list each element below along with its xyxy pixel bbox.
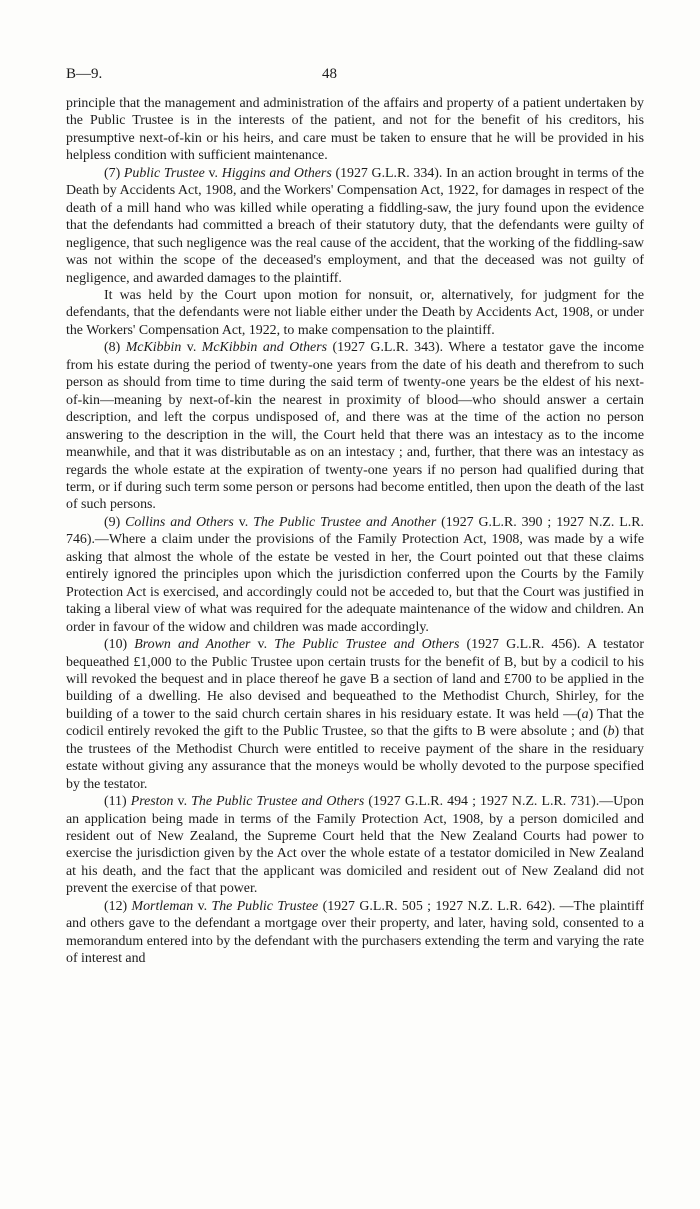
paragraph-text: (1927 G.L.R. 334). In an action brought in terms of the Death by Accidents Act, 1908, and the Workers' Compensation Act, 1922, for damages in respect of the death of a mill hand who was killed while operating a fiddling-saw, the jury found upon the evidence that the defendants had committed a breach of their statutory duty, that the defendants were guilty of negligence, that such negligence was the real cause of the accident, that the working of the fiddling-saw was not within the scope of the deceased's employment, and that the deceased was not guilty of negligence, and awarded damages to the plaintiff.: [66, 165, 645, 286]
paragraph: [66, 636, 644, 793]
paragraph-text: v.: [204, 165, 222, 181]
paragraph: [66, 95, 644, 165]
paragraph-text: (1927 G.L.R. 505 ; 1927 N.Z. L.R. 642). —The plaintiff and others gave to the defendant a mortgage over their property, and later, having sold, consented to a memorandum entered into by the defendant with the purchasers extending the term and varying the rate of interest and: [66, 898, 644, 967]
paragraph: [66, 165, 644, 287]
page-number: 48: [322, 66, 337, 82]
report-code: B—9.: [66, 66, 103, 82]
paragraph-text: (7): [104, 165, 124, 181]
case-name-text: Mortleman: [131, 898, 194, 914]
paragraph-text: (1927 G.L.R. 456). A testator bequeathed £1,000 to the Public Trustee upon certain trusts for the benefit of B, but by a codicil to his will revoked the bequest and in place thereof he gave B a section of land and £700 to be applied in the building of a dwelling. He also devised and bequeathed to the Methodist Church, Shirley, for the building of a tower to the said church certain shares in his residuary estate. It was held —(: [66, 637, 644, 722]
paragraph: [66, 898, 644, 968]
document-body: [66, 95, 644, 968]
paragraph-text: ) That the codicil entirely revoked the gift to the Public Trustee, so that the gifts to B were absolute ; and (: [66, 706, 644, 740]
paragraph-text: (9): [104, 514, 126, 530]
case-name-text: McKibbin: [125, 340, 182, 356]
paragraph-text: (1927 G.L.R. 494 ; 1927 N.Z. L.R. 731).—Upon an application being made in terms of the Family Protection Act, 1908, by a person domiciled and resident out of New Zealand, the Supreme Court held that the New Zealand Courts had power to exercise the jurisdiction given by the Act over the whole estate of a testator domiciled in New Zealand at his death, and the fact that the applicant was domiciled and resident out of New Zealand did not prevent the exercise of that power.: [66, 794, 644, 897]
page-header: [66, 66, 650, 86]
paragraph: [66, 339, 644, 514]
case-name-text: Preston: [130, 794, 174, 810]
case-name-text: The Public Trustee: [211, 898, 319, 914]
case-name-text: Brown and Another: [134, 637, 251, 653]
paragraph-text: v.: [250, 637, 275, 653]
paragraph-text: (12): [104, 898, 132, 914]
paragraph-text: (1927 G.L.R. 343). Where a testator gave the income from his estate during the period of twenty-one years from the date of his death and therefrom to such person as should from time to time during the said term of twenty-one years be the eldest of his next-of-kin—meaning by next-of-kin the nearest in proximity of blood—who should answer a certain description, and left the corpus undisposed of, and there was at the time of the action no person answering to the description in the will, the Court held that there was an intestacy as to the income meanwhile, and that it was distributable as on an intestacy ; and, further, that there was an intestacy as regards the whole estate at the expiration of twenty-one years if no person had qualified during that term, or if during such term some person or persons had become entitled, then upon the death of the last of such persons.: [66, 340, 644, 513]
case-name-text: Higgins and Others: [221, 165, 332, 181]
paragraph-text: ) that the trustees of the Methodist Church were entitled to receive payment of the share in the residuary estate without giving any assurance that the moneys would be wholly devoted to the purpose specified by the testator.: [66, 724, 644, 792]
case-name-text: Collins and Others: [125, 514, 234, 530]
case-name-text: The Public Trustee and Another: [253, 514, 437, 530]
paragraph-text: v.: [233, 514, 254, 530]
case-name-text: The Public Trustee and Others: [191, 794, 365, 810]
paragraph: [66, 793, 644, 898]
paragraph-text: v.: [193, 898, 212, 914]
case-name-text: a: [581, 706, 589, 722]
paragraph-text: (1927 G.L.R. 390 ; 1927 N.Z. L.R. 746).—Where a claim under the provisions of the Family Protection Act, 1908, was made by a wife asking that almost the whole of the estate be vested in her, the Court pointed out that these claims entirely ignored the principles upon which the jurisdiction conferred upon the Courts by the Family Protection Act is exercised, and accordingly could not be acceded to, but that the Court was justified in taking a liberal view of what was required for the adequate maintenance of the widow and children. An order in favour of the widow and children was made accordingly.: [66, 514, 645, 635]
paragraph-text: principle that the management and administration of the affairs and property of a patient undertaken by the Public Trustee is in the interests of the patient, and not for the benefit of his creditors, his presumptive next-of-kin or his heirs, and care must be taken to ensure that he will be provided in his helpless condition with sufficient maintenance.: [66, 96, 644, 164]
case-name-text: McKibbin and Others: [201, 340, 328, 356]
paragraph-text: v.: [181, 340, 202, 356]
paragraph-text: v.: [173, 794, 192, 810]
case-name-text: Public Trustee: [123, 165, 205, 181]
case-name-text: The Public Trustee and Others: [274, 637, 460, 653]
paragraph-text: (8): [104, 340, 126, 356]
paragraph-text: (10): [104, 637, 135, 653]
paragraph: [66, 287, 644, 339]
paragraph-text: It was held by the Court upon motion for nonsuit, or, alternatively, for judgment for the defendants, that the defendants were not liable either under the Death by Accidents Act, 1908, or under the Workers' Compensation Act, 1922, to make compensation to the plaintiff.: [66, 287, 644, 338]
paragraph: [66, 514, 644, 636]
paragraph-text: (11): [104, 794, 131, 810]
case-name-text: b: [607, 724, 615, 740]
